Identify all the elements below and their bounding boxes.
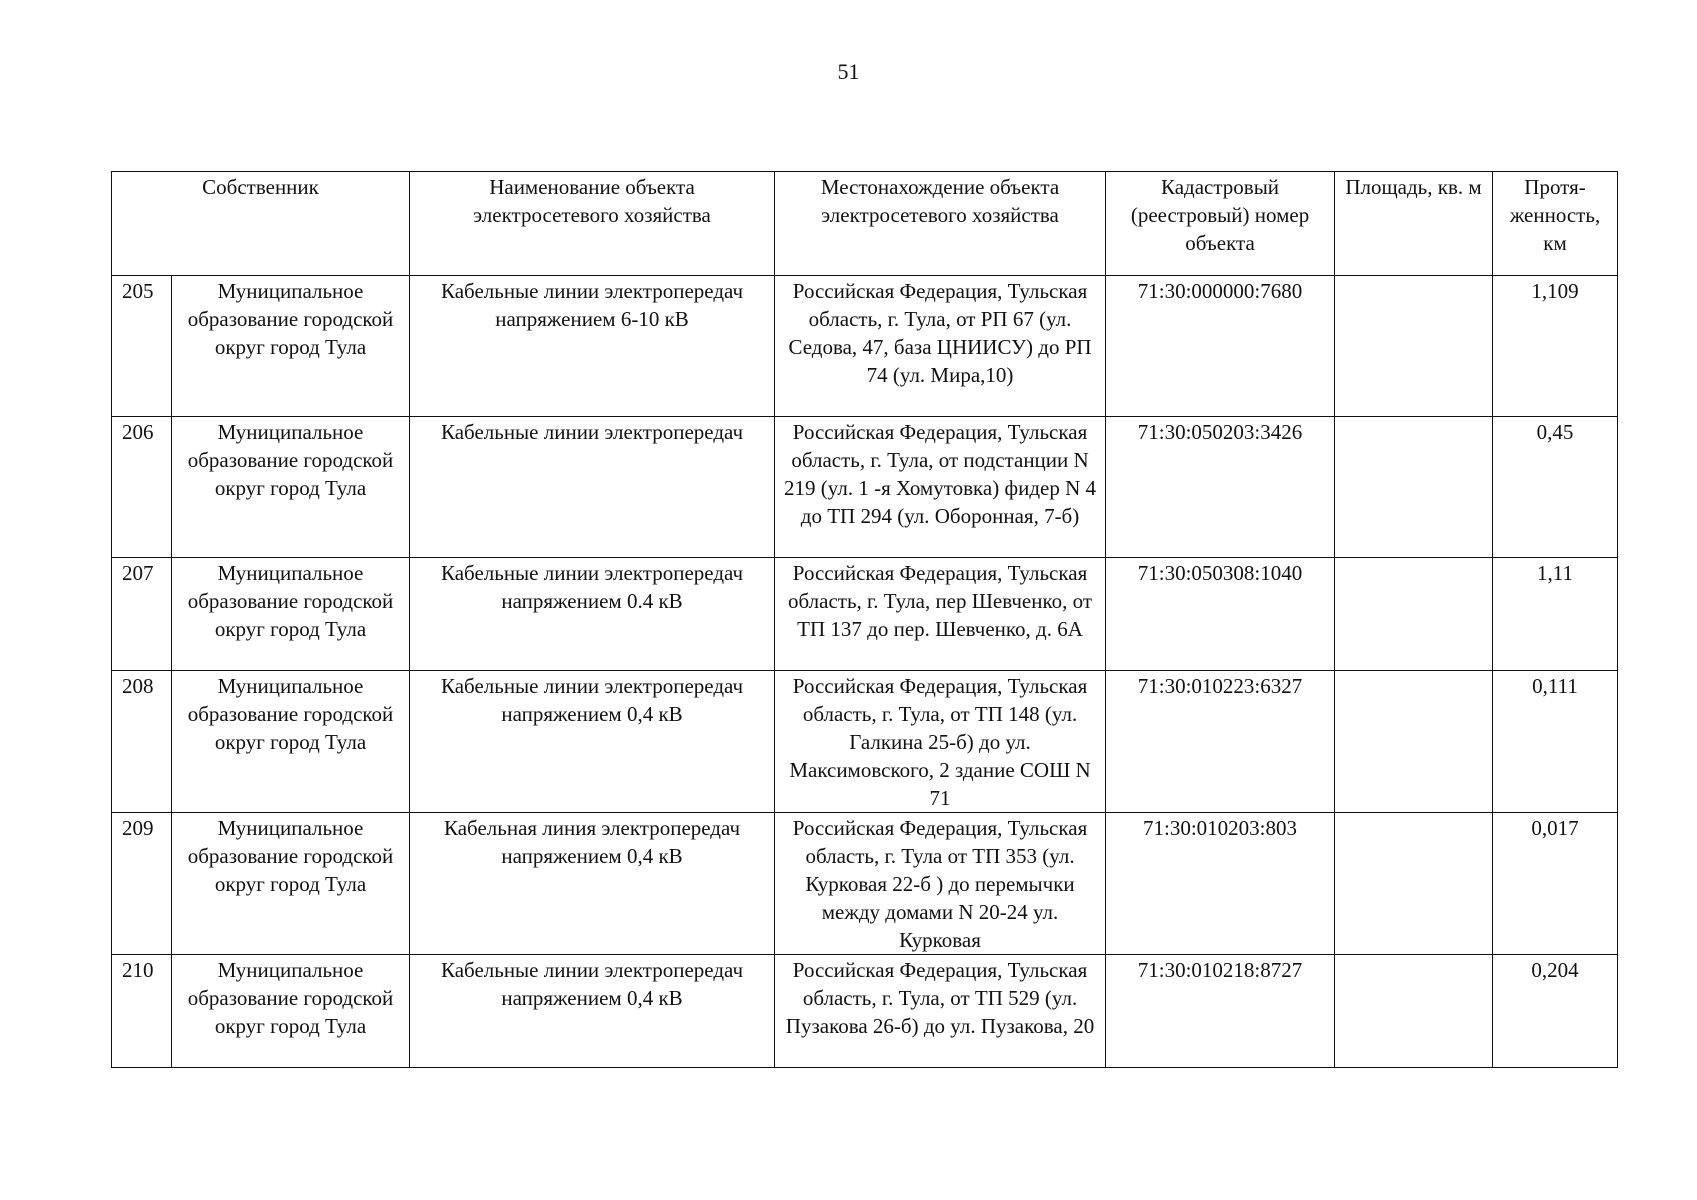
owner-cell: Муниципальное образование городской округ город Тула (172, 417, 410, 558)
cadastral-cell: 71:30:010223:6327 (1106, 671, 1335, 813)
table-row (112, 955, 1618, 1068)
area-cell (1335, 955, 1493, 1068)
length-cell: 1,109 (1493, 276, 1618, 417)
owner-cell: Муниципальное образование городской округ город Тула (172, 955, 410, 1068)
name-cell: Кабельные линии электропередач (410, 417, 775, 558)
area-cell (1335, 276, 1493, 417)
table-row (112, 558, 1618, 671)
location-cell: Российская Федерация, Тульская область, г. Тула от ТП 353 (ул. Курковая 22-б ) до перемычки между домами N 20-24 ул. Курковая (775, 813, 1106, 955)
cadastral-cell: 71:30:010218:8727 (1106, 955, 1335, 1068)
owner-cell: Муниципальное образование городской округ город Тула (172, 276, 410, 417)
header-length: Протя-женность, км (1493, 172, 1618, 276)
cadastral-cell: 71:30:050203:3426 (1106, 417, 1335, 558)
name-cell: Кабельные линии электропередач напряжением 0,4 кВ (410, 671, 775, 813)
name-cell: Кабельные линии электропередач напряжением 6-10 кВ (410, 276, 775, 417)
length-cell: 0,017 (1493, 813, 1618, 955)
registry-table (111, 171, 1618, 1068)
owner-cell: Муниципальное образование городской округ город Тула (172, 813, 410, 955)
header-location: Местонахождение объекта электросетевого хозяйства (775, 172, 1106, 276)
area-cell (1335, 671, 1493, 813)
row-number: 206 (112, 417, 172, 558)
owner-cell: Муниципальное образование городской округ город Тула (172, 558, 410, 671)
header-name: Наименование объекта электросетевого хозяйства (410, 172, 775, 276)
length-cell: 1,11 (1493, 558, 1618, 671)
length-cell: 0,111 (1493, 671, 1618, 813)
area-cell (1335, 813, 1493, 955)
location-cell: Российская Федерация, Тульская область, г. Тула, от РП 67 (ул. Седова, 47, база ЦНИИСУ) до РП 74 (ул. Мира,10) (775, 276, 1106, 417)
cadastral-cell: 71:30:000000:7680 (1106, 276, 1335, 417)
header-area: Площадь, кв. м (1335, 172, 1493, 276)
location-cell: Российская Федерация, Тульская область, г. Тула, от подстанции N 219 (ул. 1 -я Хомутовка) фидер N 4 до ТП 294 (ул. Оборонная, 7-б) (775, 417, 1106, 558)
owner-cell: Муниципальное образование городской округ город Тула (172, 671, 410, 813)
length-cell: 0,204 (1493, 955, 1618, 1068)
table-row (112, 671, 1618, 813)
location-cell: Российская Федерация, Тульская область, г. Тула, от ТП 529 (ул. Пузакова 26-б) до ул. Пузакова, 20 (775, 955, 1106, 1068)
row-number: 210 (112, 955, 172, 1068)
row-number: 207 (112, 558, 172, 671)
length-cell: 0,45 (1493, 417, 1618, 558)
area-cell (1335, 558, 1493, 671)
header-owner: Собственник (112, 172, 410, 276)
cadastral-cell: 71:30:010203:803 (1106, 813, 1335, 955)
name-cell: Кабельная линия электропередач напряжением 0,4 кВ (410, 813, 775, 955)
row-number: 205 (112, 276, 172, 417)
page-number: 51 (837, 59, 860, 84)
location-cell: Российская Федерация, Тульская область, г. Тула, пер Шевченко, от ТП 137 до пер. Шевченко, д. 6А (775, 558, 1106, 671)
row-number: 209 (112, 813, 172, 955)
location-cell: Российская Федерация, Тульская область, г. Тула, от ТП 148 (ул. Галкина 25-б) до ул. Максимовского, 2 здание СОШ N 71 (775, 671, 1106, 813)
table-row (112, 417, 1618, 558)
area-cell (1335, 417, 1493, 558)
row-number: 208 (112, 671, 172, 813)
name-cell: Кабельные линии электропередач напряжением 0,4 кВ (410, 955, 775, 1068)
header-cadastral: Кадастровый (реестровый) номер объекта (1106, 172, 1335, 276)
cadastral-cell: 71:30:050308:1040 (1106, 558, 1335, 671)
table-row (112, 276, 1618, 417)
table-row (112, 813, 1618, 955)
header-row (112, 172, 1618, 276)
name-cell: Кабельные линии электропередач напряжением 0.4 кВ (410, 558, 775, 671)
